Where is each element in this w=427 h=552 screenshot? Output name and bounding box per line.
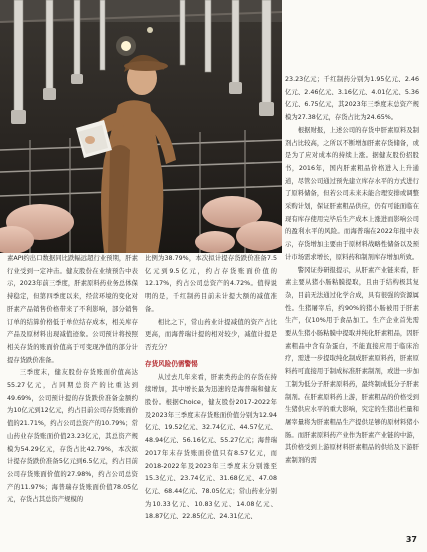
article-column-left (7, 253, 138, 507)
paragraph: 相比之下，常山药业计提减值的资产占比更高，而海普瑞计提的相对较少，减值计提是否充分？ (145, 318, 277, 351)
paragraph: 三季度末，健友股份存货账面价值高达55.27亿元，占同期总资产的比重达到49.69%，公司预计提的存货跌价准备金额约为10亿元到12亿元，约占目前公司存货账面价值的21.71%，约占公司总资产的10.79%；常山药业存货账面价值23.23亿元，其总资产规模为54.29亿元，存货占比42.79%，本次拟计提存货跌价准备5亿元到6.5亿元，约占目前公司存货账面价值的27.98%，约占公司总资产的11.97%；海普瑞存货账面价值78.05亿元，存货占其总资产规模的 (7, 369, 138, 504)
paragraph: 23.23亿元；千红制药分别为1.95亿元、2.46亿元、2.46亿元、3.16亿元、4.01亿元、5.36亿元、6.75亿元，其2023年三季度末总资产规模为27.38亿元，存货占比为24.65%。 (285, 76, 419, 122)
paragraph: 根据财报，上述公司的存货中肝素原料及制剂占比较高，之所以不断增加肝素存货储备，或是为了应对成本的持续上涨。据健友股份招股书，2016年，国内肝素粗品价格进入上升通道，尽管公司通过预先建立库存水平的方式进行了原料储备，但若公司未来未能合理安排或调整采购计划，保证肝素粗品供应，仍有可能面临在现有库存使用完毕后生产成本上涨进而影响公司的盈利水平的风险。而海普瑞在2022年报中表示，存货增加主要由于原材料战略性储备以及预计市场需求增长，原料药和制剂库存增加所致。 (285, 126, 419, 261)
pig-farm-worker-photo (0, 0, 282, 253)
paragraph: 警冈证券研报提示，从肝素产业链来看，肝素主要从猪小肠粘膜提取，且由于结构极其复杂，目前无法通过化学合成，具有很强的资源属性。生猪屠宰后，约90%的猪小肠被用于肝素生产，仅10%用于食品加工。生产企业首先需要从生猪小肠粘膜中提取并纯化肝素粗品，因肝素粗品中含有杂蛋白，不能直接应用于临床治疗，需进一步提取纯化制成肝素原料药，肝素原料药可直接用于制成标准肝素制剂，或进一步加工制为低分子肝素原料药，最终制成低分子肝素制剂。在肝素原料药上游，肝素粗品的价格受到生猪供应水平的重大影响，究定的生猪出栏量和屠宰量将为肝素粗品生产提供足够的原材料猪小肠。而肝素原料药产业作为肝素产业链的中游，其价格受到上游原材料肝素粗品的供给及下游肝素制剂的需 (285, 266, 419, 465)
article-column-middle (145, 253, 277, 524)
article-column-right (285, 74, 419, 468)
paragraph: 素API约出口数据同比跌幅远超行业预期，肝素行业受到一定冲击。健友股份在业绩预告中表示，2023年前三季度，肝素原料药业务总体保持稳定，但第四季度以来，经营环境的变化对肝素产品销售价格带来了不利影响，部分销售订单的结算价格低于单位结存成本，相关库存产品及原材料出现减值迹象。公司预计将按照相关存货的账面价值高于可变现净值的部分计提存货跌价准备。 (7, 255, 138, 364)
paragraph: 从过去几年来看，肝素类药企的存货在持续增加，其中增长最为迅速的是海普瑞和健友股份。根据Choice，健友股份2017-2022年及2023年三季度末存货账面价值分别为12.94亿元、19.52亿元、32.74亿元、44.57亿元、48.94亿元、56.16亿元、55.27亿元；海普瑞2017年末存货账面价值只有8.57亿元，而2018-2022年及2023年三季度末分别涨至15.3亿元、23.74亿元、31.68亿元、47.08亿元、68.44亿元、78.05亿元；常山药业分别为10.33亿元、10.83亿元、14.08亿元、18.87亿元、22.85亿元、24.31亿元、 (145, 373, 277, 521)
paragraph: 比例为38.79%，本次拟计提存货跌价准备7.5亿元到9.5亿元，约占存货账面价值的12.17%，约占公司总资产的4.72%。值得说明的是，千红制药目前未计提大额的减值准备。 (145, 255, 277, 313)
page-number: 37 (405, 535, 417, 544)
section-subheading: 存货风险仍需警惕 (145, 359, 198, 368)
